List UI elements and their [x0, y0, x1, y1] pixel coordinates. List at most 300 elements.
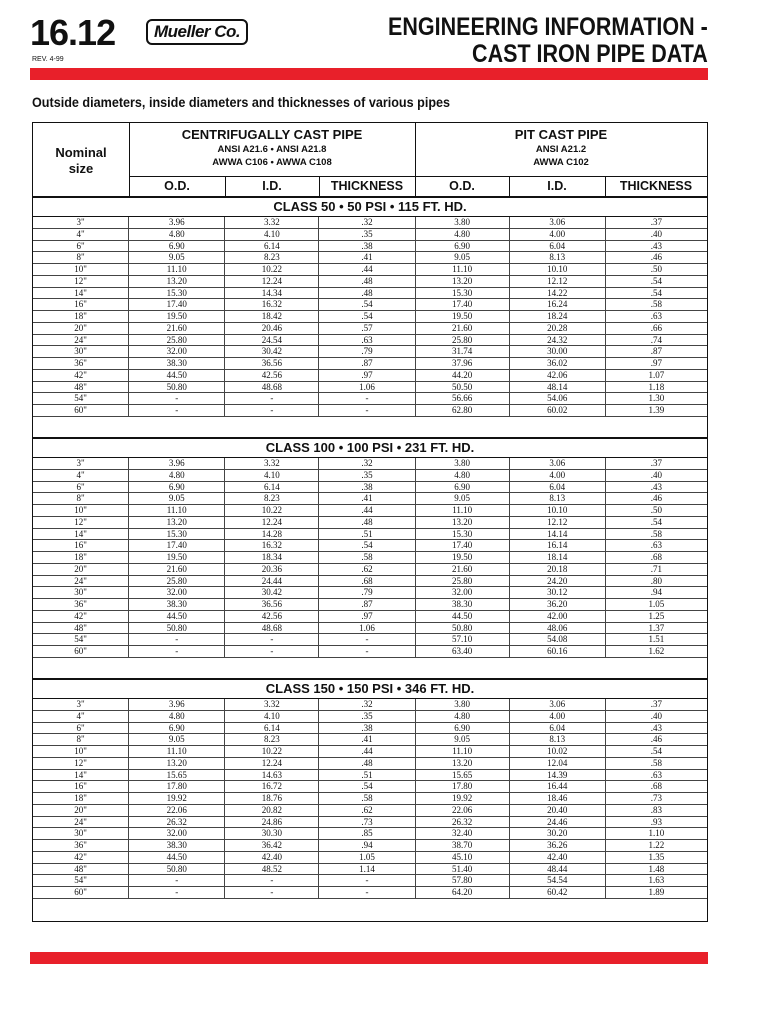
thickness-cell: .97 [318, 611, 414, 622]
table-row [33, 217, 707, 229]
thickness-cell: .68 [318, 576, 414, 587]
id-cell: 3.32 [224, 699, 318, 710]
pit-thickness-cell: .46 [605, 252, 707, 263]
nominal-size-cell: 36" [74, 358, 87, 368]
od-cell: 26.32 [128, 817, 224, 828]
od-cell: 6.90 [128, 723, 224, 734]
pit-id-cell: 42.40 [509, 852, 605, 863]
pit-od-cell: 11.10 [415, 264, 509, 275]
pit-thickness-cell: .58 [605, 529, 707, 540]
nominal-size-cell: 18" [74, 311, 87, 321]
pit-od-cell: 13.20 [415, 758, 509, 769]
thickness-cell: 1.05 [318, 852, 414, 863]
header-divider [33, 196, 707, 198]
pit-od-cell: 9.05 [415, 252, 509, 263]
nominal-size-cell: 42" [74, 610, 87, 621]
thickness-cell: .54 [318, 540, 414, 551]
od-cell: 9.05 [128, 734, 224, 745]
thickness-cell: .41 [318, 252, 414, 263]
pit-thickness-cell: 1.07 [605, 370, 707, 381]
id-cell: 8.23 [224, 252, 318, 263]
pit-thickness-cell: .94 [605, 587, 707, 598]
pit-od-cell: 21.60 [415, 323, 509, 334]
pit-thickness-cell: .50 [605, 264, 707, 275]
thickness-cell: - [318, 646, 414, 657]
thickness-cell: .41 [318, 493, 414, 504]
pit-od-cell: 17.40 [415, 540, 509, 551]
od-cell: 9.05 [128, 252, 224, 263]
pit-od-cell: 6.90 [415, 723, 509, 734]
nominal-size-cell: 54" [74, 875, 87, 886]
id-cell: - [224, 646, 318, 657]
header-divider [509, 176, 510, 196]
centrifugal-std-2: AWWA C106 • AWWA C108 [212, 157, 332, 168]
od-cell: 44.50 [128, 370, 224, 381]
thickness-cell: .79 [318, 346, 414, 357]
pit-thickness-cell: 1.10 [605, 828, 707, 839]
table-row [33, 288, 707, 300]
thickness-cell: .51 [318, 529, 414, 540]
pit-thickness-cell: .40 [605, 229, 707, 240]
id-cell: 10.22 [224, 505, 318, 516]
nominal-size-cell: 24" [74, 334, 87, 345]
nominal-size-cell: 6" [76, 240, 85, 251]
nominal-size-cell: 16" [74, 299, 87, 310]
pit-thickness-cell: .54 [605, 276, 707, 287]
id-cell: - [224, 634, 318, 645]
id-cell: 14.63 [224, 770, 318, 781]
id-cell: 18.76 [224, 793, 318, 804]
pit-id-cell: 42.06 [509, 370, 605, 381]
od-cell: 4.80 [128, 229, 224, 240]
nominal-size-cell: 3" [76, 458, 85, 468]
id-cell: 30.30 [224, 828, 318, 839]
thickness-cell: .85 [318, 828, 414, 839]
pit-id-cell: 3.06 [509, 458, 605, 469]
nominal-size-header [33, 145, 129, 177]
thickness-cell: .97 [318, 370, 414, 381]
pit-id-cell: 36.26 [509, 840, 605, 851]
pit-id-cell: 36.20 [509, 599, 605, 610]
od-cell: 32.00 [128, 828, 224, 839]
table-row [33, 723, 707, 735]
thickness-cell: .32 [318, 458, 414, 469]
header-divider [319, 176, 320, 196]
pit-od-cell: 31.74 [415, 346, 509, 357]
od-cell: 19.50 [128, 552, 224, 563]
pit-od-cell: 22.06 [415, 805, 509, 816]
table-subtitle: Outside diameters, inside diameters and thicknesses of various pipes [32, 94, 451, 110]
pit-id-cell: 18.14 [509, 552, 605, 563]
od-cell: 6.90 [128, 241, 224, 252]
nominal-size-cell: 8" [76, 252, 85, 263]
pit-id-cell: 10.10 [509, 264, 605, 275]
pit-thickness-cell: .66 [605, 323, 707, 334]
nominal-size-cell: 16" [74, 540, 87, 551]
pit-id-cell: 4.00 [509, 470, 605, 481]
pit-thickness-cell: 1.37 [605, 623, 707, 634]
od-cell: 17.80 [128, 781, 224, 792]
thickness-cell: 1.06 [318, 623, 414, 634]
table-row [33, 346, 707, 358]
nominal-size-cell: 10" [74, 746, 87, 756]
table-row [33, 699, 707, 711]
od-cell: 50.80 [128, 382, 224, 393]
pit-thickness-cell: .83 [605, 805, 707, 816]
id-cell: 12.24 [224, 517, 318, 528]
nominal-size-cell: 20" [74, 804, 87, 815]
pit-od-cell: 44.20 [415, 370, 509, 381]
table-row [33, 564, 707, 576]
nominal-size-cell: 12" [74, 275, 87, 286]
pit-id-cell: 48.06 [509, 623, 605, 634]
nominal-size-cell: 54" [74, 393, 87, 404]
col-od-centrifugal: O.D. [164, 179, 190, 193]
thickness-cell: .63 [318, 335, 414, 346]
header-divider [605, 176, 606, 196]
pit-id-cell: 16.14 [509, 540, 605, 551]
pit-id-cell: 36.02 [509, 358, 605, 369]
pit-id-cell: 48.14 [509, 382, 605, 393]
od-cell: 3.96 [128, 458, 224, 469]
table-row [33, 229, 707, 241]
thickness-cell: .44 [318, 264, 414, 275]
pit-thickness-cell: .58 [605, 299, 707, 310]
pit-od-cell: 4.80 [415, 711, 509, 722]
nominal-size-cell: 12" [74, 757, 87, 768]
id-cell: - [224, 393, 318, 404]
pit-od-cell: 25.80 [415, 335, 509, 346]
id-cell: 6.14 [224, 723, 318, 734]
od-cell: 3.96 [128, 699, 224, 710]
thickness-cell: .57 [318, 323, 414, 334]
pit-od-cell: 50.80 [415, 623, 509, 634]
id-cell: 16.32 [224, 540, 318, 551]
nominal-size-cell: 60" [74, 405, 87, 415]
table-row [33, 875, 707, 887]
thickness-cell: .44 [318, 746, 414, 757]
pit-id-cell: 10.02 [509, 746, 605, 757]
pit-id-cell: 20.40 [509, 805, 605, 816]
top-red-bar [30, 68, 708, 80]
pit-od-cell: 26.32 [415, 817, 509, 828]
pit-id-cell: 10.10 [509, 505, 605, 516]
id-cell: 24.44 [224, 576, 318, 587]
table-row [33, 276, 707, 288]
pit-thickness-cell: 1.30 [605, 393, 707, 404]
pit-od-cell: 45.10 [415, 852, 509, 863]
pit-od-cell: 37.96 [415, 358, 509, 369]
centrifugal-title: CENTRIFUGALLY CAST PIPE [181, 127, 363, 142]
pit-od-cell: 64.20 [415, 887, 509, 898]
pit-thickness-cell: .40 [605, 470, 707, 481]
id-cell: 42.56 [224, 611, 318, 622]
thickness-cell: 1.06 [318, 382, 414, 393]
pit-od-cell: 17.80 [415, 781, 509, 792]
table-row [33, 335, 707, 347]
table-row [33, 370, 707, 382]
table-row [33, 529, 707, 541]
pit-od-cell: 32.40 [415, 828, 509, 839]
od-cell: - [128, 393, 224, 404]
id-cell: 18.34 [224, 552, 318, 563]
class-title: CLASS 100 • 100 PSI • 231 FT. HD. [265, 440, 475, 455]
table-row [33, 587, 707, 599]
pit-thickness-cell: .97 [605, 358, 707, 369]
nominal-size-cell: 30" [74, 587, 87, 598]
pit-od-cell: 15.30 [415, 288, 509, 299]
od-cell: 15.65 [128, 770, 224, 781]
col-od-pit: O.D. [449, 179, 475, 193]
table-row [33, 734, 707, 746]
id-cell: 20.46 [224, 323, 318, 334]
od-cell: 21.60 [128, 323, 224, 334]
pit-thickness-cell: 1.18 [605, 382, 707, 393]
thickness-cell: - [318, 405, 414, 416]
id-cell: 4.10 [224, 229, 318, 240]
table-row [33, 599, 707, 611]
thickness-cell: .54 [318, 299, 414, 310]
table-row [33, 393, 707, 405]
pit-thickness-cell: .43 [605, 482, 707, 493]
od-cell: 13.20 [128, 758, 224, 769]
pit-thickness-cell: .54 [605, 288, 707, 299]
nominal-size-cell: 14" [74, 769, 87, 780]
table-row [33, 781, 707, 793]
nominal-size-cell: 54" [74, 634, 87, 645]
pit-od-cell: 4.80 [415, 229, 509, 240]
pit-id-cell: 30.20 [509, 828, 605, 839]
pit-id-cell: 16.44 [509, 781, 605, 792]
nominal-size-cell: 14" [74, 528, 87, 539]
column-headers [129, 177, 707, 196]
pit-od-cell: 32.00 [415, 587, 509, 598]
thickness-cell: .48 [318, 517, 414, 528]
bottom-red-bar [30, 952, 708, 964]
table-row [33, 711, 707, 723]
thickness-cell: - [318, 634, 414, 645]
od-cell: 11.10 [128, 505, 224, 516]
id-cell: 14.28 [224, 529, 318, 540]
id-cell: - [224, 405, 318, 416]
pit-cast-group-header [415, 127, 707, 169]
pit-od-cell: 11.10 [415, 505, 509, 516]
pit-thickness-cell: .37 [605, 458, 707, 469]
table-row [33, 646, 707, 658]
pit-thickness-cell: .73 [605, 793, 707, 804]
pit-od-cell: 57.80 [415, 875, 509, 886]
pit-id-cell: 18.24 [509, 311, 605, 322]
table-row [33, 793, 707, 805]
pit-od-cell: 57.10 [415, 634, 509, 645]
header-divider [225, 176, 226, 196]
thickness-cell: 1.14 [318, 864, 414, 875]
od-cell: 21.60 [128, 564, 224, 575]
nominal-size-cell: 3" [76, 217, 85, 227]
thickness-cell: .32 [318, 217, 414, 228]
pit-od-cell: 21.60 [415, 564, 509, 575]
table-row [33, 552, 707, 564]
header-divider [129, 123, 130, 196]
pit-thickness-cell: .74 [605, 335, 707, 346]
nominal-size-cell: 20" [74, 563, 87, 574]
thickness-cell: - [318, 393, 414, 404]
class-rows [33, 699, 707, 899]
pit-od-cell: 11.10 [415, 746, 509, 757]
od-cell: - [128, 887, 224, 898]
section-divider [33, 678, 707, 680]
pit-id-cell: 3.06 [509, 699, 605, 710]
id-cell: 48.52 [224, 864, 318, 875]
table-row [33, 517, 707, 529]
pit-id-cell: 42.00 [509, 611, 605, 622]
class-title: CLASS 150 • 150 PSI • 346 FT. HD. [265, 681, 475, 696]
id-cell: 4.10 [224, 470, 318, 481]
pit-thickness-cell: .46 [605, 493, 707, 504]
table-row [33, 323, 707, 335]
id-cell: 36.56 [224, 358, 318, 369]
nominal-size-cell: 42" [74, 369, 87, 380]
thickness-cell: .79 [318, 587, 414, 598]
od-cell: 11.10 [128, 264, 224, 275]
od-cell: 11.10 [128, 746, 224, 757]
pit-thickness-cell: .58 [605, 758, 707, 769]
od-cell: 15.30 [128, 529, 224, 540]
pit-od-cell: 63.40 [415, 646, 509, 657]
pit-od-cell: 50.50 [415, 382, 509, 393]
nominal-size-cell: 4" [76, 710, 85, 721]
od-cell: 4.80 [128, 711, 224, 722]
pit-thickness-cell: .93 [605, 817, 707, 828]
pit-od-cell: 3.80 [415, 699, 509, 710]
thickness-cell: .35 [318, 711, 414, 722]
nominal-size-cell: 48" [74, 863, 87, 874]
thickness-cell: .38 [318, 723, 414, 734]
pit-od-cell: 56.66 [415, 393, 509, 404]
pit-thickness-cell: .54 [605, 746, 707, 757]
title-line-2: CAST IRON PIPE DATA [472, 40, 708, 68]
pit-thickness-cell: .80 [605, 576, 707, 587]
nominal-size-cell: 48" [74, 622, 87, 633]
nominal-size-cell: 16" [74, 781, 87, 792]
od-cell: 25.80 [128, 576, 224, 587]
id-cell: 20.36 [224, 564, 318, 575]
nominal-size-cell: 48" [74, 381, 87, 392]
nominal-size-cell: 10" [74, 505, 87, 515]
table-row [33, 311, 707, 323]
page-number: 16.12 [30, 12, 116, 53]
table-row [33, 470, 707, 482]
pit-id-cell: 24.46 [509, 817, 605, 828]
pit-thickness-cell: .54 [605, 517, 707, 528]
thickness-cell: .62 [318, 805, 414, 816]
pit-id-cell: 12.12 [509, 276, 605, 287]
pit-od-cell: 6.90 [415, 241, 509, 252]
table-row [33, 852, 707, 864]
pit-od-cell: 13.20 [415, 517, 509, 528]
pit-thickness-cell: 1.05 [605, 599, 707, 610]
thickness-cell: .87 [318, 358, 414, 369]
pit-od-cell: 3.80 [415, 217, 509, 228]
nominal-size-cell: 18" [74, 793, 87, 803]
id-cell: 48.68 [224, 623, 318, 634]
od-cell: 32.00 [128, 346, 224, 357]
od-cell: 38.30 [128, 358, 224, 369]
pit-od-cell: 15.30 [415, 529, 509, 540]
id-cell: 14.34 [224, 288, 318, 299]
nominal-size-cell: 10" [74, 264, 87, 274]
od-cell: 17.40 [128, 540, 224, 551]
class-rows [33, 217, 707, 417]
nominal-label-1: Nominal [55, 145, 107, 160]
id-cell: 8.23 [224, 493, 318, 504]
pit-id-cell: 6.04 [509, 723, 605, 734]
pit-id-cell: 8.13 [509, 493, 605, 504]
id-cell: 8.23 [224, 734, 318, 745]
col-id-pit: I.D. [547, 179, 567, 193]
pit-thickness-cell: 1.62 [605, 646, 707, 657]
pit-id-cell: 18.46 [509, 793, 605, 804]
thickness-cell: .94 [318, 840, 414, 851]
title-line-1: ENGINEERING INFORMATION - [388, 13, 708, 41]
nominal-size-cell: 20" [74, 322, 87, 333]
nominal-size-cell: 6" [76, 722, 85, 733]
table-row [33, 611, 707, 623]
table-row [33, 840, 707, 852]
table-row [33, 746, 707, 758]
pit-id-cell: 54.06 [509, 393, 605, 404]
thickness-cell: .54 [318, 781, 414, 792]
pit-cast-std-1: ANSI A21.2 [535, 144, 587, 155]
od-cell: 19.50 [128, 311, 224, 322]
table-row [33, 770, 707, 782]
nominal-size-cell: 24" [74, 575, 87, 586]
pit-od-cell: 38.70 [415, 840, 509, 851]
id-cell: 12.24 [224, 758, 318, 769]
nominal-size-cell: 14" [74, 287, 87, 298]
pit-od-cell: 51.40 [415, 864, 509, 875]
pit-thickness-cell: 1.51 [605, 634, 707, 645]
pit-od-cell: 6.90 [415, 482, 509, 493]
od-cell: 17.40 [128, 299, 224, 310]
pit-id-cell: 54.54 [509, 875, 605, 886]
od-cell: 15.30 [128, 288, 224, 299]
id-cell: 6.14 [224, 241, 318, 252]
table-row [33, 458, 707, 470]
pit-thickness-cell: 1.35 [605, 852, 707, 863]
thickness-cell: - [318, 887, 414, 898]
pit-od-cell: 19.92 [415, 793, 509, 804]
id-cell: 36.42 [224, 840, 318, 851]
table-row [33, 505, 707, 517]
pit-thickness-cell: 1.48 [605, 864, 707, 875]
od-cell: - [128, 646, 224, 657]
pit-od-cell: 17.40 [415, 299, 509, 310]
table-row [33, 576, 707, 588]
thickness-cell: .87 [318, 599, 414, 610]
id-cell: - [224, 887, 318, 898]
pit-id-cell: 4.00 [509, 711, 605, 722]
thickness-cell: .51 [318, 770, 414, 781]
nominal-size-cell: 3" [76, 699, 85, 709]
pit-id-cell: 16.24 [509, 299, 605, 310]
pit-id-cell: 8.13 [509, 252, 605, 263]
pit-thickness-cell: 1.22 [605, 840, 707, 851]
thickness-cell: .54 [318, 311, 414, 322]
pit-od-cell: 3.80 [415, 458, 509, 469]
pit-id-cell: 48.44 [509, 864, 605, 875]
pit-od-cell: 15.65 [415, 770, 509, 781]
